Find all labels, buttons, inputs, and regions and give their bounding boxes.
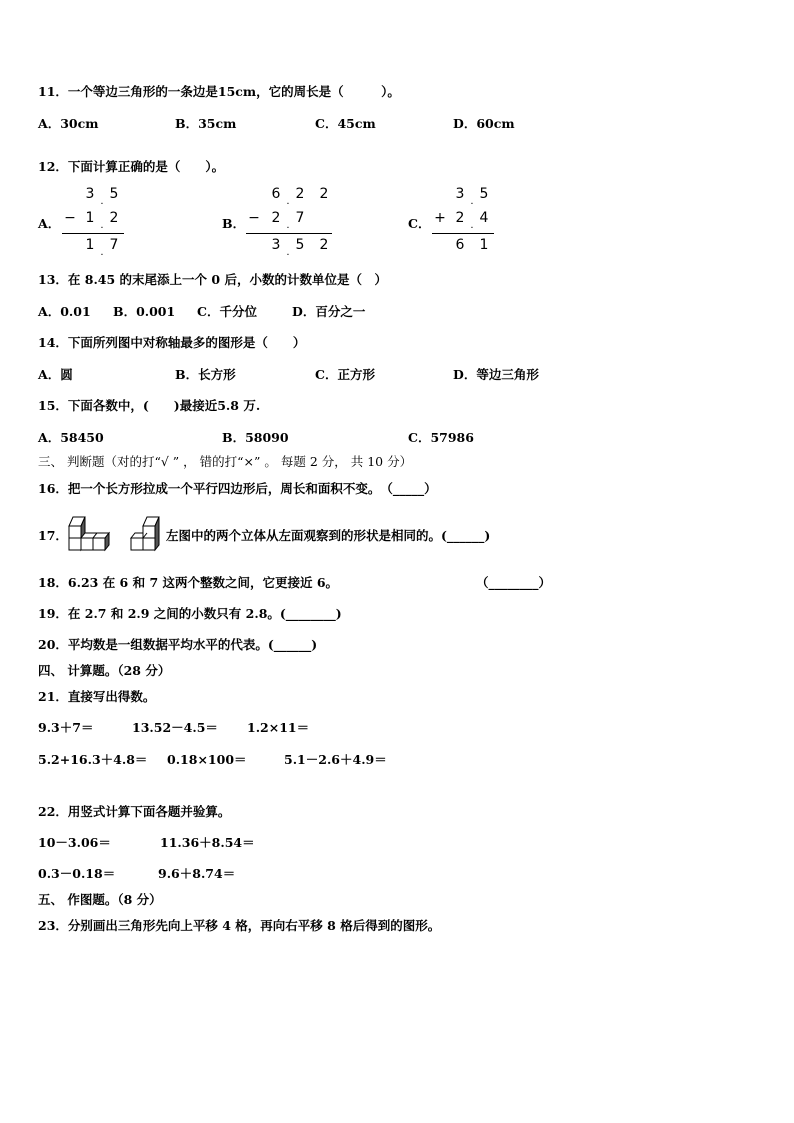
digit: 2 bbox=[271, 210, 281, 226]
q14-option-b[interactable]: B．长方形 bbox=[175, 367, 236, 382]
q11-option-d[interactable]: D．60cm bbox=[453, 116, 515, 131]
q22-expr: 0.3－0.18＝ bbox=[38, 866, 116, 881]
sum-line bbox=[432, 233, 494, 234]
section-5-heading: 五、 作图题。（8 分） bbox=[38, 892, 162, 907]
q12-stem: 12．下面计算正确的是（ ）。 bbox=[38, 159, 225, 174]
q11-option-b[interactable]: B．35cm bbox=[175, 116, 237, 131]
digit: 1 bbox=[85, 237, 95, 253]
q21-stem: 21．直接写出得数。 bbox=[38, 689, 156, 704]
q17-text: 左图中的两个立体从左面观察到的形状是相同的。(______) bbox=[166, 528, 491, 543]
q11-option-a[interactable]: A．30cm bbox=[38, 116, 99, 131]
q12-option-a-label[interactable]: A． bbox=[38, 216, 61, 231]
operator: − bbox=[248, 210, 260, 226]
digit: 5 bbox=[109, 186, 119, 202]
digit: 2 bbox=[295, 186, 305, 202]
digit: 3 bbox=[271, 237, 281, 253]
section-4-heading: 四、 计算题。（28 分） bbox=[38, 663, 171, 678]
q11-option-c[interactable]: C．45cm bbox=[315, 116, 376, 131]
digit: 2 bbox=[319, 237, 329, 253]
q22-expr: 11.36＋8.54＝ bbox=[160, 835, 255, 850]
operator: + bbox=[434, 210, 446, 226]
digit: 2 bbox=[109, 210, 119, 226]
digit: 7 bbox=[109, 237, 119, 253]
q22-expr: 9.6＋8.74＝ bbox=[158, 866, 236, 881]
sum-line bbox=[62, 233, 124, 234]
digit: 6 bbox=[271, 186, 281, 202]
q13-option-d[interactable]: D．百分之一 bbox=[292, 304, 366, 319]
q12-option-b-label[interactable]: B． bbox=[222, 216, 246, 231]
q15-option-c[interactable]: C．57986 bbox=[408, 430, 474, 445]
q12-option-c-calc: 3 5 . + 2 4 . 6 1 bbox=[432, 186, 496, 256]
cube-figure-left bbox=[66, 514, 112, 552]
q16-text: 16．把一个长方形拉成一个平行四边形后，周长和面积不变。 （_____） bbox=[38, 481, 437, 496]
q15-option-b[interactable]: B．58090 bbox=[222, 430, 289, 445]
q21-expr: 0.18×100＝ bbox=[167, 752, 247, 767]
q14-option-d[interactable]: D．等边三角形 bbox=[453, 367, 539, 382]
q21-expr: 1.2×11＝ bbox=[247, 720, 310, 735]
digit: 4 bbox=[479, 210, 489, 226]
q13-option-a[interactable]: A．0.01 bbox=[38, 304, 91, 319]
q18-text: 18．6.23 在 6 和 7 这两个整数之间，它更接近 6。 bbox=[38, 575, 339, 590]
digit: 2 bbox=[319, 186, 329, 202]
q21-expr: 9.3＋7＝ bbox=[38, 720, 94, 735]
q21-expr: 5.2+16.3＋4.8＝ bbox=[38, 752, 148, 767]
digit: 6 bbox=[455, 237, 465, 253]
digit: 1 bbox=[85, 210, 95, 226]
digit: 5 bbox=[479, 186, 489, 202]
q21-expr: 13.52－4.5＝ bbox=[132, 720, 218, 735]
q14-option-a[interactable]: A．圆 bbox=[38, 367, 73, 382]
digit: 3 bbox=[455, 186, 465, 202]
q12-option-c-label[interactable]: C． bbox=[408, 216, 431, 231]
q19-text: 19．在 2.7 和 2.9 之间的小数只有 2.8。(________) bbox=[38, 606, 342, 621]
q12-option-b-calc: 6 2 2 . − 2 7 . 3 5 2 . bbox=[246, 186, 336, 256]
section-3-heading: 三、 判断题（对的打“√ ” ， 错的打“×” 。 每题 2 分， 共 10 分） bbox=[38, 454, 413, 469]
digit: 7 bbox=[295, 210, 305, 226]
q23-text: 23．分别画出三角形先向上平移 4 格，再向右平移 8 格后得到的图形。 bbox=[38, 918, 441, 933]
sum-line bbox=[246, 233, 332, 234]
q15-option-a[interactable]: A．58450 bbox=[38, 430, 104, 445]
digit: 1 bbox=[479, 237, 489, 253]
q17-number: 17． bbox=[38, 528, 68, 543]
q22-stem: 22．用竖式计算下面各题并验算。 bbox=[38, 804, 231, 819]
q20-text: 20．平均数是一组数据平均水平的代表。(______) bbox=[38, 637, 318, 652]
q15-stem: 15．下面各数中，( )最接近5.8 万. bbox=[38, 398, 261, 413]
q13-stem: 13．在 8.45 的末尾添上一个 0 后，小数的计数单位是（ ） bbox=[38, 272, 387, 287]
cube-figure-right bbox=[128, 514, 168, 552]
digit: 3 bbox=[85, 186, 95, 202]
q22-expr: 10－3.06＝ bbox=[38, 835, 111, 850]
q12-option-a-calc: 3 5 . − 1 2 . 1 7 . bbox=[62, 186, 126, 256]
digit: 2 bbox=[455, 210, 465, 226]
q11-stem: 11．一个等边三角形的一条边是15cm，它的周长是（ ）。 bbox=[38, 84, 400, 99]
digit: 5 bbox=[295, 237, 305, 253]
q14-stem: 14．下面所列图中对称轴最多的图形是（ ） bbox=[38, 335, 306, 350]
q21-expr: 5.1－2.6＋4.9＝ bbox=[284, 752, 387, 767]
q13-option-c[interactable]: C．千分位 bbox=[197, 304, 257, 319]
q18-blank[interactable]: （________） bbox=[476, 575, 552, 590]
q13-option-b[interactable]: B．0.001 bbox=[113, 304, 176, 319]
q14-option-c[interactable]: C．正方形 bbox=[315, 367, 375, 382]
operator: − bbox=[64, 210, 76, 226]
